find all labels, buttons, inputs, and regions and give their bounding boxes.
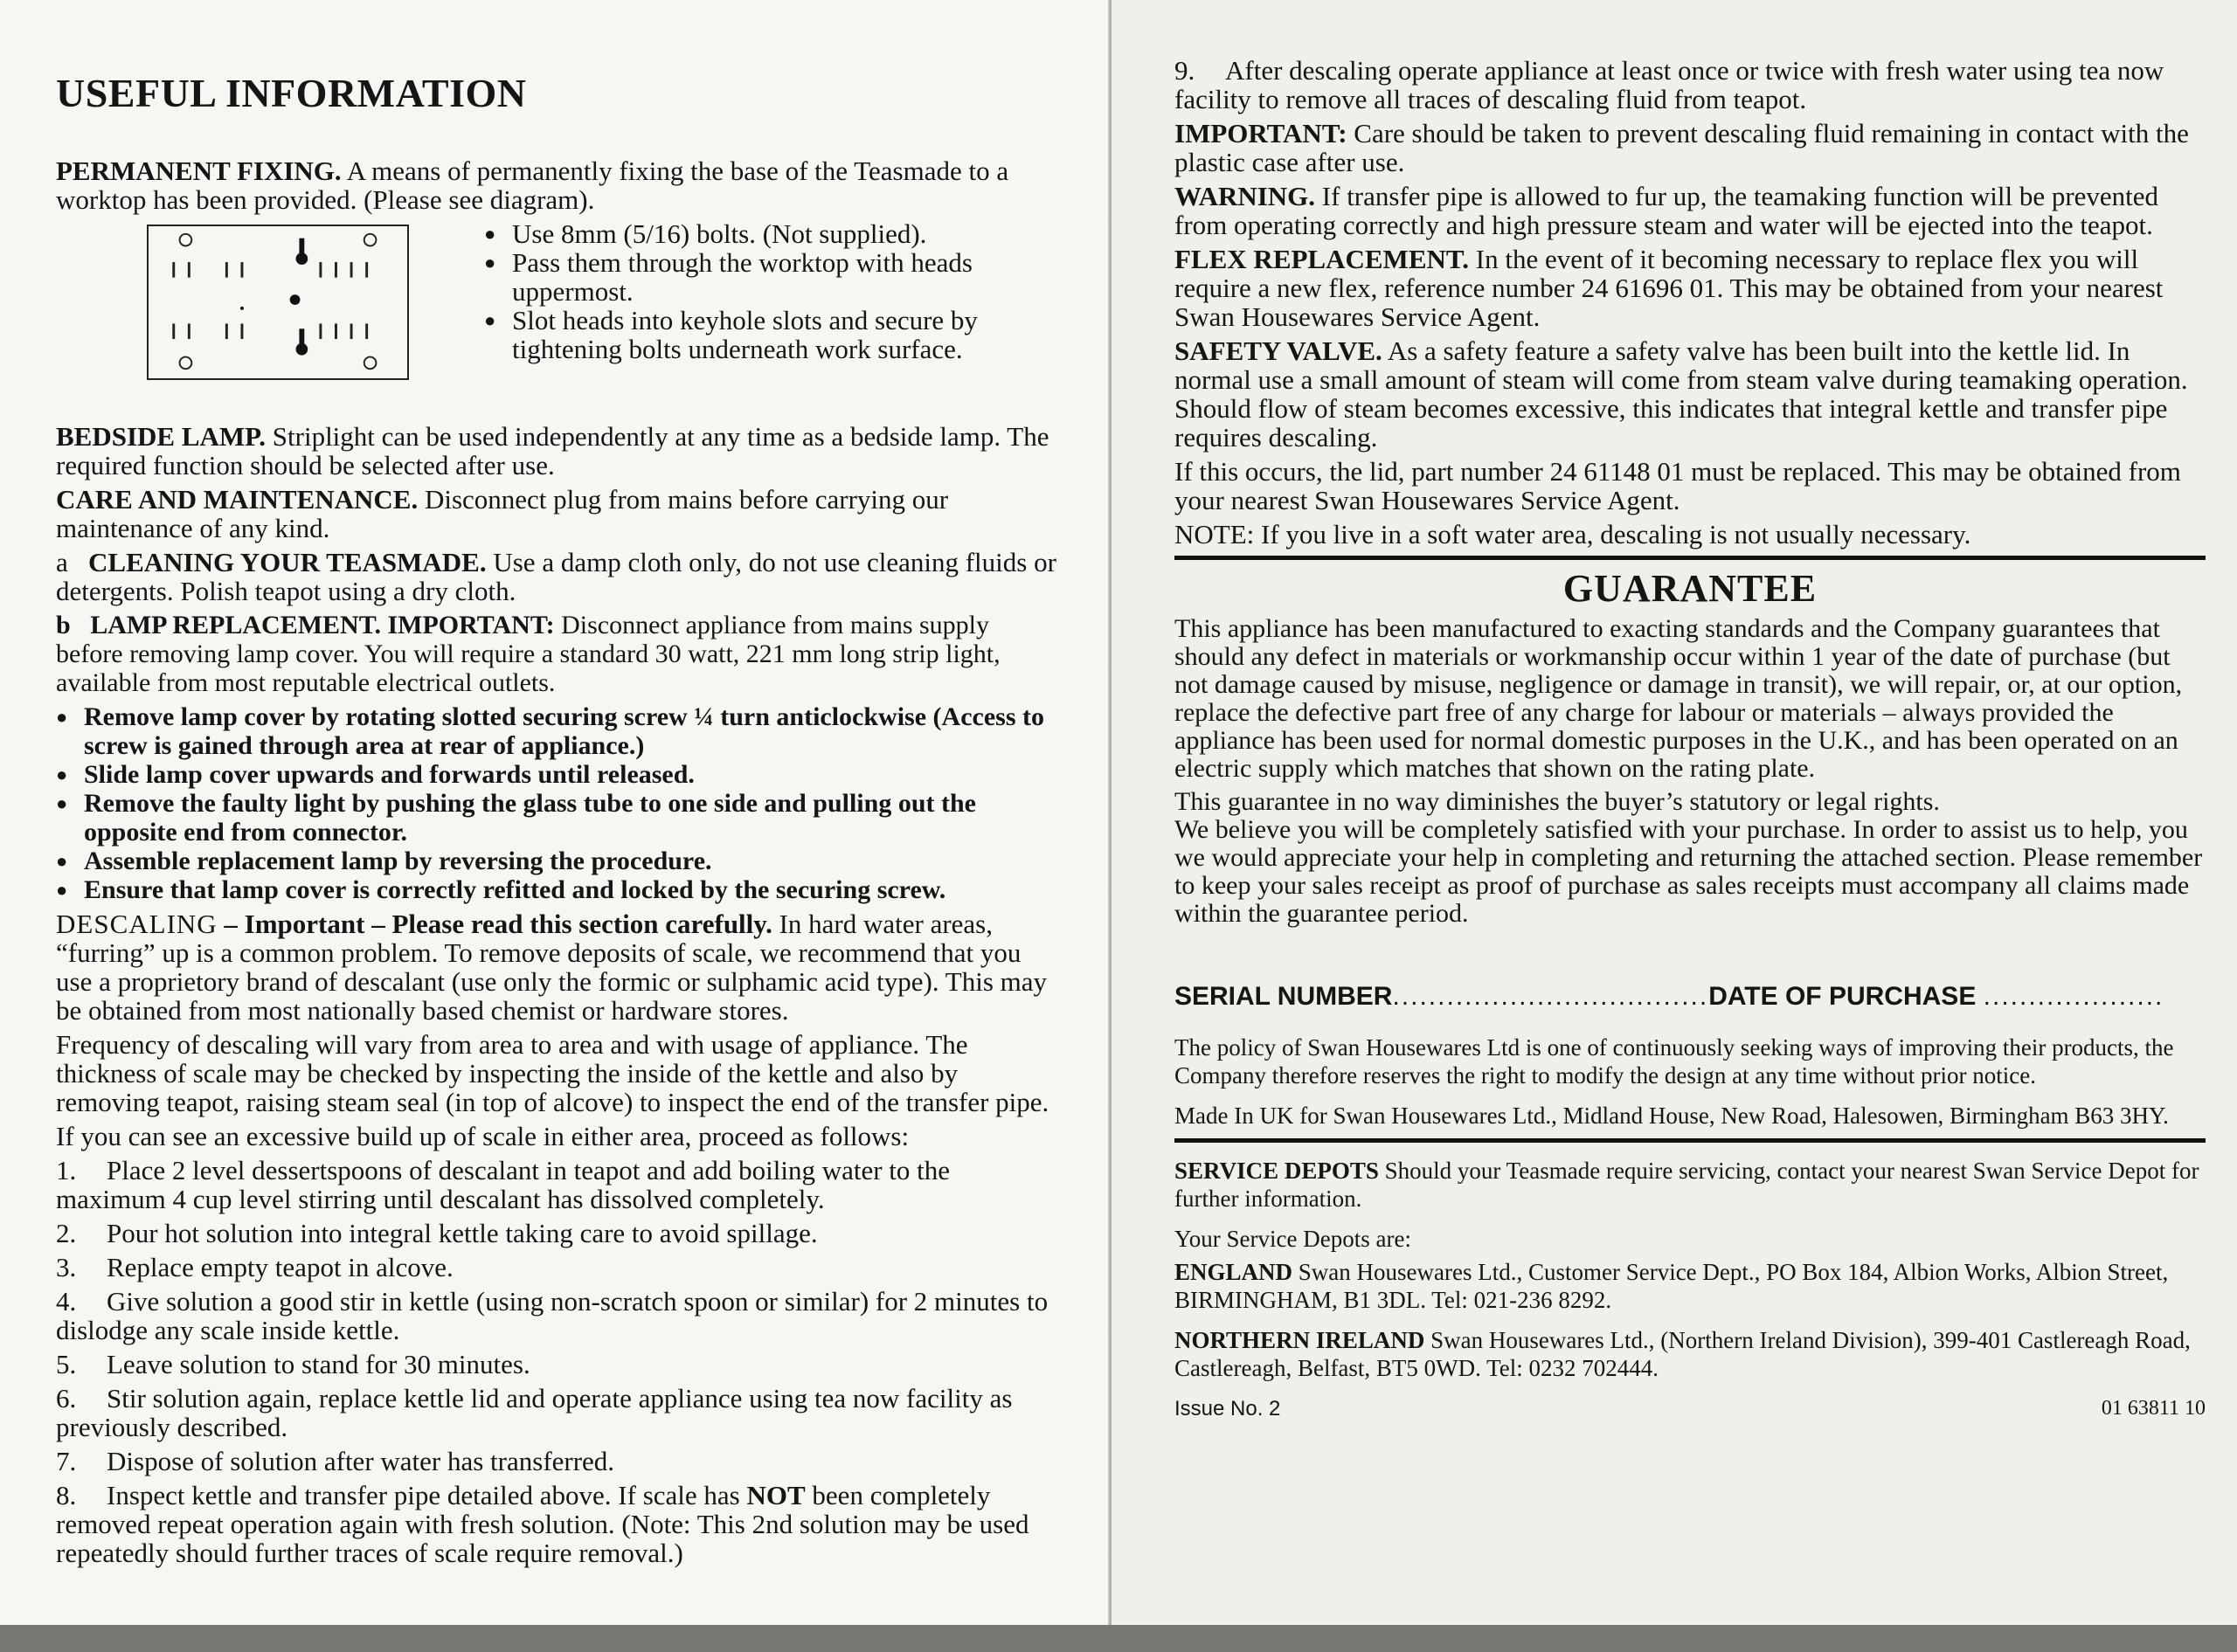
scan-background bbox=[0, 1625, 2237, 1652]
step-8: 8. Inspect kettle and transfer pipe detailed above. If scale has NOT been completely removed repeat operation again with fresh solution. (Note: This 2nd solution may be used repeatedly should further traces of scale require removal.) bbox=[56, 1480, 1029, 1568]
serial-date-line bbox=[1174, 982, 2206, 1011]
step-6: 6. Stir solution again, replace kettle lid and operate appliance using tea now facility as previously described. bbox=[56, 1383, 1013, 1442]
flex-replacement-para: FLEX REPLACEMENT. In the event of it becoming necessary to replace flex you will require a new flex, reference number 24 61696 01. This may be obtained from your nearest Swan Housewares Service Agent. bbox=[1174, 244, 2164, 332]
england-depot: ENGLAND Swan Housewares Ltd., Customer Service Dept., PO Box 184, Albion Works, Albion Street, BIRMINGHAM, B1 3DL. Tel: 021-236 8292. bbox=[1174, 1259, 2169, 1313]
left-page bbox=[0, 0, 1110, 1625]
guarantee-p2: This guarantee in no way diminishes the buyer’s statutory or legal rights. bbox=[1174, 787, 1940, 816]
warning-para: WARNING. If transfer pipe is allowed to fur up, the teamaking function will be prevented from operating correctly and high pressure steam and water will be ejected into the teapot. bbox=[1174, 181, 2159, 240]
safety-valve-para: SAFETY VALVE. As a safety feature a safety valve has been built into the kettle lid. In normal use a small amount of steam will come from steam valve during teamaking operation. Should flow of steam becomes excessive, this indicates that integral kettle and transfer pipe requires descaling. bbox=[1174, 335, 2188, 453]
serial-number-field: ................................... bbox=[1392, 982, 1709, 1011]
right-page bbox=[1112, 0, 2237, 1625]
list-item: ● Slot heads into keyhole slots and secure by tightening bolts underneath work surface. bbox=[484, 306, 1078, 363]
keyhole-slot-diagram bbox=[147, 225, 409, 380]
date-of-purchase-field: .................... bbox=[1983, 982, 2164, 1011]
list-item: ● Assemble replacement lamp by reversing the procedure. bbox=[56, 847, 1061, 875]
descaling-para: DESCALING – Important – Please read this section carefully. In hard water areas, “furring” up is a common problem. To remove deposits of scale, we recommend that you use a proprietory brand of descalant (use only the formic or sulphamic acid type). This may be obtained from most nationally based chemist or hardware stores. bbox=[56, 909, 1048, 1026]
list-item: ● Use 8mm (5/16) bolts. (Not supplied). bbox=[484, 219, 1078, 248]
footer-row bbox=[1174, 1394, 2206, 1423]
list-item: ● Slide lamp cover upwards and forwards until released. bbox=[56, 760, 1061, 789]
care-para: CARE AND MAINTENANCE. Disconnect plug from mains before carrying our maintenance of any kind. bbox=[56, 484, 949, 543]
guarantee-p3: We believe you will be completely satisfied with your purchase. In order to assist us to help, you we would appreciate your help in completing and returning the attached section. Please remember to keep your sales receipt as proof of purchase as sales receipts must accompany all claims made within the guarantee period. bbox=[1174, 815, 2203, 928]
divider bbox=[1174, 1138, 2206, 1143]
list-item: ● Pass them through the worktop with heads uppermost. bbox=[484, 248, 1078, 306]
service-section bbox=[1174, 1157, 2206, 1382]
serial-number-label: SERIAL NUMBER bbox=[1174, 982, 1393, 1011]
step-4: 4. Give solution a good stir in kettle (using non-scratch spoon or similar) for 2 minutes to dislodge any scale inside kettle. bbox=[56, 1286, 1049, 1345]
lamp-replacement-para: b LAMP REPLACEMENT. IMPORTANT: Disconnect appliance from mains supply before removing lamp cover. You will require a standard 30 watt, 221 mm long strip light, available from most reputable electrical outlets. bbox=[56, 611, 1001, 697]
important-para: IMPORTANT: Care should be taken to prevent descaling fluid remaining in contact with the plastic case after use. bbox=[1174, 118, 2189, 177]
company-info bbox=[1174, 1033, 2206, 1130]
guarantee-title: GUARANTEE bbox=[1562, 567, 1818, 610]
guarantee-text bbox=[1174, 615, 2206, 928]
safety-valve-replace: If this occurs, the lid, part number 24 61148 01 must be replaced. This may be obtained from your nearest Swan Housewares Service Agent. bbox=[1174, 456, 2181, 515]
list-item: ● Remove lamp cover by rotating slotted securing screw ¼ turn anticlockwise (Access to screw is gained through area at rear of appliance.) bbox=[56, 702, 1061, 760]
page-title: USEFUL INFORMATION bbox=[56, 71, 527, 115]
step-7: 7. Dispose of solution after water has transferred. bbox=[56, 1446, 615, 1476]
issue-number: Issue No. 2 bbox=[1174, 1397, 1281, 1420]
cleaning-para: a CLEANING YOUR TEASMADE. Use a damp cloth only, do not use cleaning fluids or detergents. Polish teapot using a dry cloth. bbox=[56, 547, 1056, 606]
document-code: 01 63811 10 bbox=[2101, 1397, 2206, 1420]
list-item: ● Ensure that lamp cover is correctly refitted and locked by the securing screw. bbox=[56, 875, 1061, 904]
policy-text: The policy of Swan Housewares Ltd is one of continuously seeking ways of improving their products, the Company therefore reserves the right to modify the design at any time without prior notice. bbox=[1174, 1034, 2174, 1089]
permanent-fixing-para: PERMANENT FIXING. A means of permanently fixing the base of the Teasmade to a worktop has been provided. (Please see diagram). bbox=[56, 156, 1009, 215]
step-9: 9. After descaling operate appliance at least once or twice with fresh water using tea now facility to remove all traces of descaling fluid from teapot. bbox=[1174, 55, 2164, 114]
bedside-lamp-para: BEDSIDE LAMP. Striplight can be used independently at any time as a bedside lamp. The required function should be selected after use. bbox=[56, 421, 1049, 480]
descaling-proceed-para: If you can see an excessive build up of scale in either area, proceed as follows: bbox=[56, 1121, 910, 1151]
left-column bbox=[56, 70, 1061, 1573]
descaling-frequency-para: Frequency of descaling will vary from area to area and with usage of appliance. The thickness of scale may be checked by inspecting the inside of the kettle and also by removing teapot, raising steam seal (in top of alcove) to inspect the end of the transfer pipe. bbox=[56, 1029, 1049, 1117]
fixing-diagram-block bbox=[56, 219, 1061, 411]
made-in-text: Made In UK for Swan Housewares Ltd., Midland House, New Road, Halesowen, Birmingham B63 3HY. bbox=[1174, 1102, 2169, 1129]
step-2: 2. Pour hot solution into integral kettle taking care to avoid spillage. bbox=[56, 1218, 818, 1248]
right-column bbox=[1174, 56, 2206, 1423]
step-5: 5. Leave solution to stand for 30 minutes. bbox=[56, 1349, 530, 1379]
list-item: ● Remove the faulty light by pushing the glass tube to one side and pulling out the opposite end from connector. bbox=[56, 789, 1061, 847]
soft-water-note: NOTE: If you live in a soft water area, descaling is not usually necessary. bbox=[1174, 519, 1971, 550]
date-of-purchase-label: DATE OF PURCHASE bbox=[1708, 982, 1977, 1011]
fixing-bullets bbox=[484, 219, 1078, 363]
divider bbox=[1174, 556, 2206, 560]
guarantee-p1: This appliance has been manufactured to exacting standards and the Company guarantees that should any defect in materials or workmanship occur within 1 year of the date of purchase (but not damage caused by misuse, negligence or damage in transit), we will repair, or, at our option, replace the defective part free of any charge for labour or materials – always provided the appliance has been used for normal domestic purposes in the U.K., and has been operated on an electric supply which matches that shown on the rating plate. bbox=[1174, 614, 2183, 783]
step-3: 3. Replace empty teapot in alcove. bbox=[56, 1252, 454, 1282]
service-depots-para: SERVICE DEPOTS Should your Teasmade require servicing, contact your nearest Swan Service Depot for further information. bbox=[1174, 1158, 2199, 1212]
step-1: 1. Place 2 level dessertspoons of descalant in teapot and add boiling water to the maximum 4 cup level stirring until descalant has dissolved completely. bbox=[56, 1155, 951, 1214]
ni-depot: NORTHERN IRELAND Swan Housewares Ltd., (Northern Ireland Division), 399-401 Castlereagh Road, Castlereagh, Belfast, BT5 0WD. Tel: 0232 702444. bbox=[1174, 1327, 2191, 1381]
lamp-replacement-section bbox=[56, 611, 1061, 904]
depots-intro: Your Service Depots are: bbox=[1174, 1226, 1411, 1252]
